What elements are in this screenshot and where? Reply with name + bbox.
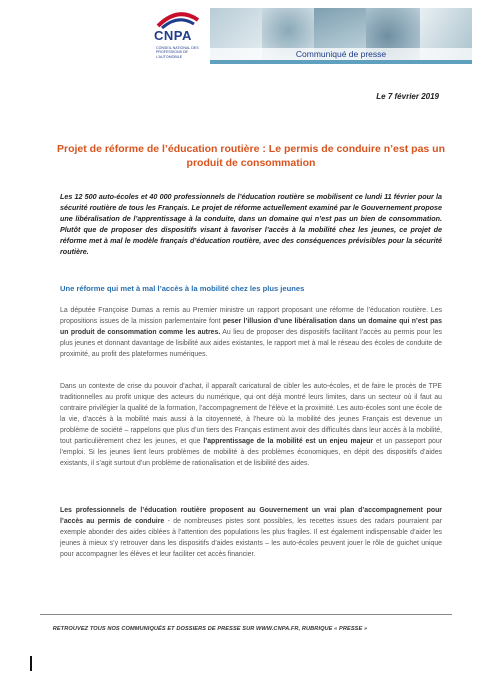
- logo-text: CNPA: [154, 28, 192, 43]
- section-heading: Une réforme qui met à mal l’accès à la mobilité chez les plus jeunes: [60, 284, 305, 293]
- body-paragraph-3: [60, 505, 442, 560]
- banner-label: Communiqué de presse: [210, 48, 472, 60]
- letterhead: [150, 8, 472, 74]
- p3-text-b: - de nombreuses pistes sont possibles, les recettes issues des radars pourraient par exemple abonder des aides ciblées à l’attention des populations les plus fragiles. Il est également indispensable d’aider les jeunes à mieux s’y retrouver dans les dispositifs d’aides existants – les auto-écoles peuvent jouer le rôle de guichet unique pour accompagner les élèves et leur faciliter cet accès financier.: [60, 518, 442, 558]
- p1-text-bold: peser l’illusion d’une libéralisation dans un domaine qui n’est pas un produit de consommation comme les autres.: [60, 318, 442, 336]
- logo-subtitle: CONSEIL NATIONAL DES PROFESSIONS DE L'AUTOMOBILE: [156, 46, 199, 59]
- footer-divider: [40, 614, 452, 615]
- page-title: Projet de réforme de l’éducation routière : Le permis de conduire n’est pas un produit de consommation: [56, 143, 445, 169]
- footer-note: RETROUVEZ TOUS NOS COMMUNIQUÉS ET DOSSIERS DE PRESSE SUR WWW.CNPA.FR, RUBRIQUE « PRESSE »: [52, 626, 368, 632]
- text-cursor: [30, 656, 32, 671]
- press-banner: [210, 8, 472, 64]
- press-date: Le 7 février 2019: [376, 92, 439, 101]
- p2-text-bold: l’apprentissage de la mobilité est un enjeu majeur: [203, 438, 374, 445]
- p1-text-c: Au lieu de proposer des dispositifs facilitant l’accès au permis pour les plus jeunes et donnant davantage de lisibilité aux aides existantes, le rapport met à mal le réseau des écoles de conduite de proximité, au profit des plateformes numériques.: [60, 329, 442, 358]
- p2-text-c: et un passeport pour l’emploi. Si les jeunes lient leurs problèmes de mobilité à des problèmes économiques, en dépit des dispositifs d’aides existants, il s’agit surtout d’un problème de rationalisation et de lisibilité des aides.: [60, 438, 443, 467]
- p2-text-a: Dans un contexte de crise du pouvoir d’achat, il apparaît caricatural de cibler les auto-écoles, et de faire le procès de TPE traditionnelles au profit unique des acteurs du numérique, qui ont déjà montré leurs limites, dans un secteur où il faut au contraire privilégier la qualité de la formation, l’accompagnement de l’élève et la proximité. Les auto-écoles sont une école de la vie, d’accès à la mobilité mais aussi à la citoyenneté, à l’heure où la mobilité des jeunes Français est devenue un problème de société – rappelons que plus d’un tiers des Français estiment avoir des difficultés dans leur accès à la mobilité, tout particulièrement chez les jeunes, et que: [60, 383, 442, 445]
- cnpa-logo: [150, 8, 210, 74]
- p1-text-a: La députée Françoise Dumas a remis au Premier ministre un rapport proposant une réforme de l’éducation routière. Les propositions issues de la mission parlementaire font: [60, 307, 442, 325]
- p3-text-bold: Les professionnels de l’éducation routière proposent au Gouvernement un vrai plan d’accompagnement pour l’accès au permis de conduire: [60, 507, 442, 525]
- body-paragraph-2: [60, 381, 442, 469]
- logo-swoosh-icon: [154, 8, 202, 30]
- banner-accent-bar: [210, 60, 472, 64]
- body-paragraph-1: [60, 305, 442, 360]
- intro-paragraph: Les 12 500 auto-écoles et 40 000 professionnels de l’éducation routière se mobilisent ce lundi 11 février pour la sécurité routière de tous les Français. Le projet de réforme actuellement examiné par le Gouvernement propose une libéralisation de l’apprentissage à la conduite, dans un domaine qui n’est pas un bien de consommation. Plutôt que de proposer des dispositifs visant à favoriser l’accès à la mobilité chez les jeunes, ce projet de réforme met à mal le modèle français d’éducation routière, avec des conséquences prévisibles pour la sécurité routière.: [60, 192, 442, 256]
